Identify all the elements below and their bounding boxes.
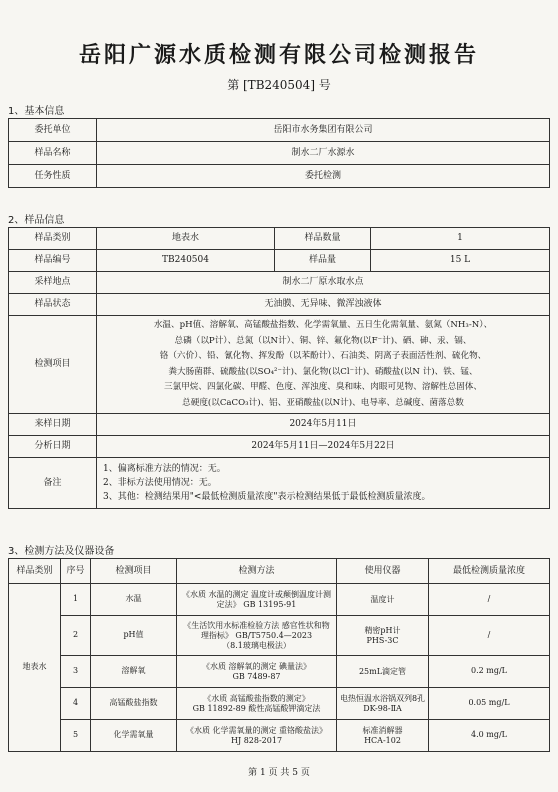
sample-name-value: 制水二厂水源水 [97,142,550,165]
instrument-line: 25mL滴定管 [358,666,407,676]
instrument-line: 标准消解器 [362,725,403,735]
row-no: 5 [61,720,91,752]
methods-table [8,558,550,752]
instrument-line: PHS-3C [366,635,399,645]
note-line: 3、其他：检测结果用"<最低检测质量浓度"表示检测结果低于最低检测质量浓度。 [103,492,431,502]
method-line: 理指标》 GB/T5750.4—2023 [200,630,313,640]
row-limit: 4.0 mg/L [429,720,550,752]
site-value: 制水二厂原水取水点 [97,272,550,294]
row-instrument [337,720,429,752]
table-row [9,250,550,272]
row-no: 2 [61,616,91,656]
method-line: GB 11892-89 酸性高锰酸钾滴定法 [192,703,321,713]
table-header-row [9,559,550,584]
arrival-label: 来样日期 [9,414,97,436]
row-limit: 0.05 mg/L [429,688,550,720]
method-line: GB 7489-87 [232,671,281,681]
method-line: 《水质 化学需氧量的测定 重铬酸盐法》 [185,725,328,735]
arrival-value: 2024年5月11日 [97,414,550,436]
row-instrument [337,584,429,616]
instrument-line: HCA-102 [364,735,401,745]
row-instrument [337,656,429,688]
row-limit: / [429,584,550,616]
section1-heading: 1、基本信息 [8,106,65,117]
items-line: 铬（六价）、铅、氰化物、挥发酚（以苯酚计）、石油类、阴离子表面活性剂、硫化物、 [159,351,487,361]
table-row [9,656,550,688]
sample-no-value: TB240504 [97,250,275,272]
instrument-line: DK-98-ⅡA [363,703,402,713]
method-line: 定法》 GB 13195-91 [216,599,297,609]
sample-no-label: 样品编号 [9,250,97,272]
table-row [9,414,550,436]
site-label: 采样地点 [9,272,97,294]
row-item: pH值 [91,616,177,656]
row-method [177,688,337,720]
analysis-value: 2024年5月11日—2024年5月22日 [97,436,550,458]
row-no: 3 [61,656,91,688]
row-limit: 0.2 mg/L [429,656,550,688]
table-row [9,584,550,616]
sample-type-value: 地表水 [97,228,275,250]
row-method [177,584,337,616]
method-line: 《生活饮用水标准检验方法 感官性状和物 [183,620,330,630]
row-method [177,656,337,688]
row-no: 4 [61,688,91,720]
basic-info-table [8,118,550,188]
table-row [9,458,550,509]
page-footer: 第 1 页 共 5 页 [248,768,310,778]
table-row [9,616,550,656]
col-header: 序号 [61,559,91,584]
report-title: 岳阳广源水质检测有限公司检测报告 [78,43,479,68]
col-header: 使用仪器 [337,559,429,584]
method-line: 《水质 溶解氧的测定 碘量法》 [201,661,312,671]
items-line: 总磷（以P计）、总氮（以N计）、铜、锌、氟化物(以F⁻计)、硒、砷、汞、镉、 [174,335,472,346]
items-line: 三氯甲烷、四氯化碳、甲醛、色度、浑浊度、臭和味、肉眼可见物、溶解性总固体、 [164,382,482,392]
items-line: 水温、pH值、溶解氧、高锰酸盐指数、化学需氧量、五日生化需氧量、氨氮（NH₃-N）、 [153,320,493,330]
method-line: 《水质 水温的测定 温度计或颠倒温度计测 [181,589,332,599]
notes-value [97,458,550,509]
items-value [97,316,550,414]
table-row [9,316,550,414]
method-line: （8.1玻璃电极法） [222,640,291,650]
table-row [9,688,550,720]
instrument-line: 电热恒温水浴锅双列8孔 [339,693,426,703]
section2-heading: 2、样品信息 [8,215,65,226]
section3-heading: 3、检测方法及仪器设备 [8,546,115,557]
method-line: 《水质 高锰酸盐指数的测定》 [203,693,310,703]
note-line: 1、偏离标准方法的情况：无。 [103,464,226,474]
sample-type-label: 样品类别 [9,228,97,250]
items-label: 检测项目 [9,316,97,414]
task-nature-value: 委托检测 [97,165,550,188]
row-limit: / [429,616,550,656]
table-row [9,228,550,250]
sample-info-table [8,227,550,509]
client-value: 岳阳市水务集团有限公司 [97,119,550,142]
state-label: 样品状态 [9,294,97,316]
table-row [9,142,550,165]
items-line: 总硬度(以CaCO₃计)、铝、亚硝酸盐(以N计)、电导率、总碱度、菌落总数 [182,397,464,408]
table-row [9,272,550,294]
row-no: 1 [61,584,91,616]
row-method [177,616,337,656]
items-line: 粪大肠菌群、硫酸盐(以SO₄²⁻计)、氯化物(以Cl⁻计)、硝酸盐(以N 计)、铁、锰、 [168,366,478,377]
table-row [9,720,550,752]
row-item: 水温 [91,584,177,616]
task-nature-label: 任务性质 [9,165,97,188]
state-value: 无油膜、无异味、微浑浊液体 [97,294,550,316]
row-item: 化学需氧量 [91,720,177,752]
row-instrument [337,688,429,720]
client-label: 委托单位 [9,119,97,142]
report-number: 第 [TB240504] 号 [227,78,331,92]
sample-qty-value: 1 [371,228,550,250]
col-header: 检测方法 [177,559,337,584]
table-row [9,119,550,142]
sample-type-cell: 地表水 [9,584,61,752]
table-row [9,165,550,188]
row-item: 溶解氧 [91,656,177,688]
method-line: HJ 828-2017 [230,735,283,745]
instrument-line: 精密pH计 [364,625,401,635]
sample-amount-value: 15 L [371,250,550,272]
row-item: 高锰酸盐指数 [91,688,177,720]
row-instrument [337,616,429,656]
col-header: 最低检测质量浓度 [429,559,550,584]
row-method [177,720,337,752]
sample-name-label: 样品名称 [9,142,97,165]
notes-label: 备注 [9,458,97,509]
instrument-line: 温度计 [370,594,395,604]
note-line: 2、非标方法使用情况：无。 [103,478,217,488]
table-row [9,294,550,316]
col-header: 样品类别 [9,559,61,584]
analysis-label: 分析日期 [9,436,97,458]
sample-amount-label: 样品量 [275,250,371,272]
sample-qty-label: 样品数量 [275,228,371,250]
table-row [9,436,550,458]
col-header: 检测项目 [91,559,177,584]
